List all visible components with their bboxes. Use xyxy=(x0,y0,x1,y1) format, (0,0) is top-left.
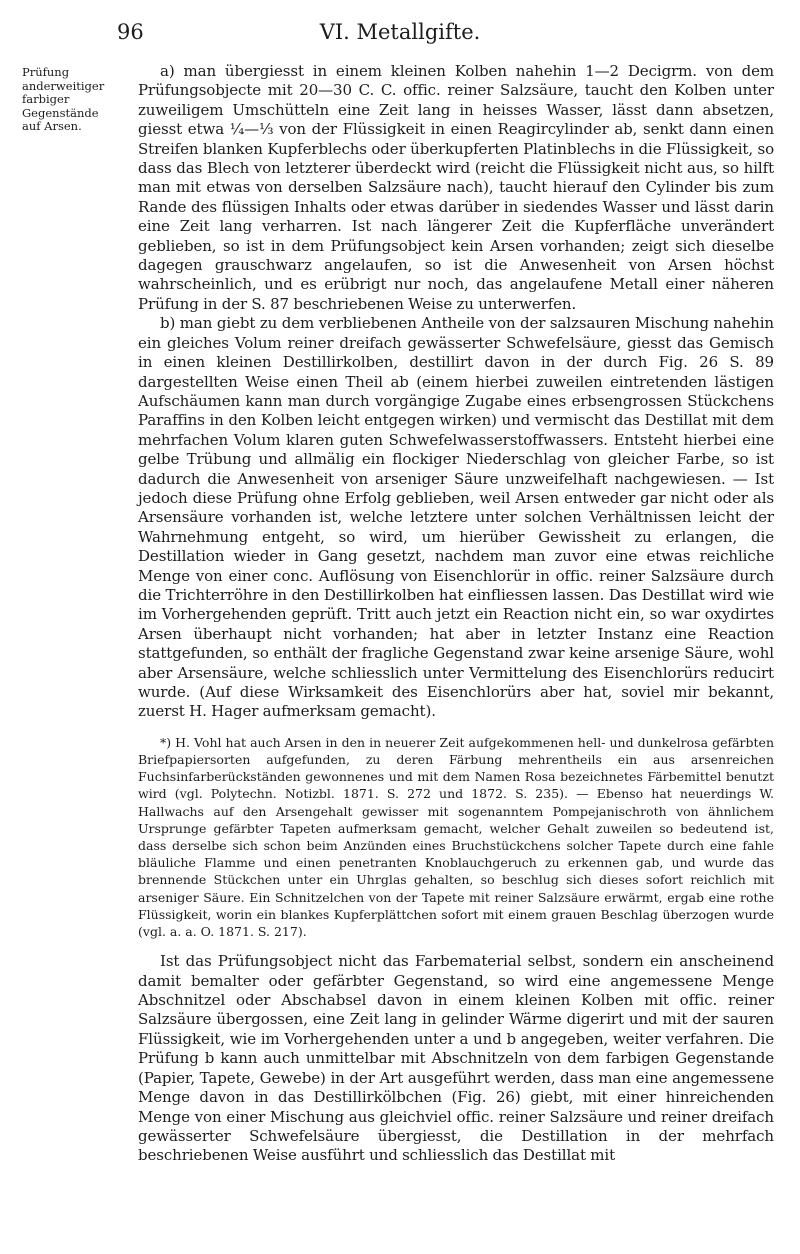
closing-paragraph: Ist das Prüfungsobject nicht das Farbematerial selbst, sondern ein anscheinend damit bemalter oder gefärbter Gegenstand, so wird eine angemessene Menge Abschnitzel oder Abschabsel davon in einem kleinen Kolben mit offic. reiner Salzsäure übergossen, eine Zeit lang in gelinder Wärme digerirt und mit der sauren Flüssigkeit, wie im Vorhergehenden unter a und b angegeben, weiter verfahren. Die Prüfung b kann auch unmittelbar mit Abschnitzeln von dem farbigen Gegenstande (Papier, Tapete, Gewebe) in der Art ausgeführt werden, dass man eine angemessene Menge davon in das Destillirkölbchen (Fig. 26) giebt, mit einer hinreichenden Menge von einer Mischung aus gleichviel offic. reiner Salzsäure und reiner dreifach gewässerter Schwefelsäure übergiesst, die Destillation in der mehrfach beschriebenen Weise ausführt und schliesslich das Destillat mit xyxy=(138,952,774,1165)
spacer xyxy=(138,940,774,952)
body-text xyxy=(138,62,774,1166)
footnote: *) H. Vohl hat auch Arsen in den in neuerer Zeit aufgekommenen hell- und dunkelrosa gefärbten Briefpapiersorten aufgefunden, zu deren Färbung mehrentheils ein aus arsenreichen Fuchsinfarberückständen gewonnenes und mit dem Namen Rosa bezeichnetes Färbemittel benutzt wird (vgl. Polytechn. Notizbl. 1871. S. 272 und 1872. S. 235). — Ebenso hat neuerdings W. Hallwachs auf den Arsengehalt gewisser mit sogenanntem Pompejanischroth von ähnlichem Ursprunge gefärbter Tapeten aufmerksam gemacht, welcher Gehalt zuweilen so bedeutend ist, dass derselbe sich schon beim Anzünden eines Bruchstückchens solcher Tapete durch eine fahle bläuliche Flamme und einen penetranten Knoblauchgeruch zu erkennen gab, und wurde das brennende Stückchen unter ein Uhrglas gehalten, so beschlug sich dieses sofort reichlich mit arseniger Säure. Ein Schnitzelchen von der Tapete mit reiner Salzsäure erwärmt, ergab eine rothe Flüssigkeit, worin ein blankes Kupferplättchen sofort mit einem grauen Beschlag überzogen wurde (vgl. a. a. O. 1871. S. 217). xyxy=(138,734,774,940)
paragraph-b: b) man giebt zu dem verbliebenen Antheile von der salzsauren Mischung nahehin ein gleiches Volum reiner dreifach gewässerter Schwefelsäure, giesst das Gemisch in einen kleinen Destillirkolben, destillirt davon in der durch Fig. 26 S. 89 dargestellten Weise einen Theil ab (einem hierbei zuweilen eintretenden lästigen Aufschäumen kann man durch vorgängige Zugabe eines erbsengrossen Stückchens Paraffins in den Kolben leicht entgegen wirken) und vermischt das Destillat mit dem mehrfachen Volum klaren guten Schwefelwasserstoffwassers. Entsteht hierbei eine gelbe Trübung und allmälig ein flockiger Niederschlag von gleicher Farbe, so ist dadurch die Anwesenheit von arseniger Säure unzweifelhaft nachgewiesen. — Ist jedoch diese Prüfung ohne Erfolg geblieben, weil Arsen entweder gar nicht oder als Arsensäure vorhanden ist, welche letztere unter solchen Verhältnissen leicht der Wahrnehmung entgeht, so wird, um hierüber Gewissheit zu erlangen, die Destillation wieder in Gang gesetzt, nachdem man zuvor eine etwas reichliche Menge von einer conc. Auflösung von Eisenchlorür in offic. reiner Salzsäure durch die Trichterröhre in den Destillirkolben hat einfliessen lassen. Das Destillat wird wie im Vorhergehenden geprüft. Tritt auch jetzt ein Reaction nicht ein, so war oxydirtes Arsen überhaupt nicht vorhanden; hat aber in letzter Instanz eine Reaction stattgefunden, so enthält der fragliche Gegenstand zwar keine arsenige Säure, wohl aber Arsensäure, welche schliesslich unter Vermittelung des Eisenchlorürs reducirt wurde. (Auf diese Wirksamkeit des Eisenchlorürs aber hat, soviel mir bekannt, zuerst H. Hager aufmerksam gemacht). xyxy=(138,314,774,721)
margin-note: Prüfung anderweitiger farbiger Gegenstände auf Arsen. xyxy=(22,65,105,133)
paragraph-a: a) man übergiesst in einem kleinen Kolben nahehin 1—2 Decigrm. von dem Prüfungsobjecte mit 20—30 C. C. offic. reiner Salzsäure, taucht den Kolben unter zuweiligem Umschütteln eine Zeit lang in heisses Wasser, lässt dann absetzen, giesst etwa ¼—⅓ von der Flüssigkeit in einen Reagircylinder ab, senkt dann einen Streifen blanken Kupferblechs oder überkupferten Platinblechs in die Flüssigkeit, so dass das Blech von letzterer überdeckt wird (reicht die Flüssigkeit nicht aus, so hilft man mit etwas von derselben Salzsäure nach), taucht hierauf den Cylinder bis zum Rande des flüssigen Inhalts oder etwas darüber in siedendes Wasser und lässt darin eine Zeit lang verharren. Ist nach längerer Zeit die Kupferfläche unverändert geblieben, so ist in dem Prüfungsobject kein Arsen vorhanden; zeigt sich dieselbe dagegen grauschwarz angelaufen, so ist die Anwesenheit von Arsen höchst wahrscheinlich, und es erübrigt nur noch, das angelaufene Metall einer näheren Prüfung in der S. 87 beschriebenen Weise zu unterwerfen. xyxy=(138,62,774,313)
page-number: 96 xyxy=(117,20,144,44)
page-header xyxy=(0,20,800,60)
running-head: VI. Metallgifte. xyxy=(319,20,481,44)
